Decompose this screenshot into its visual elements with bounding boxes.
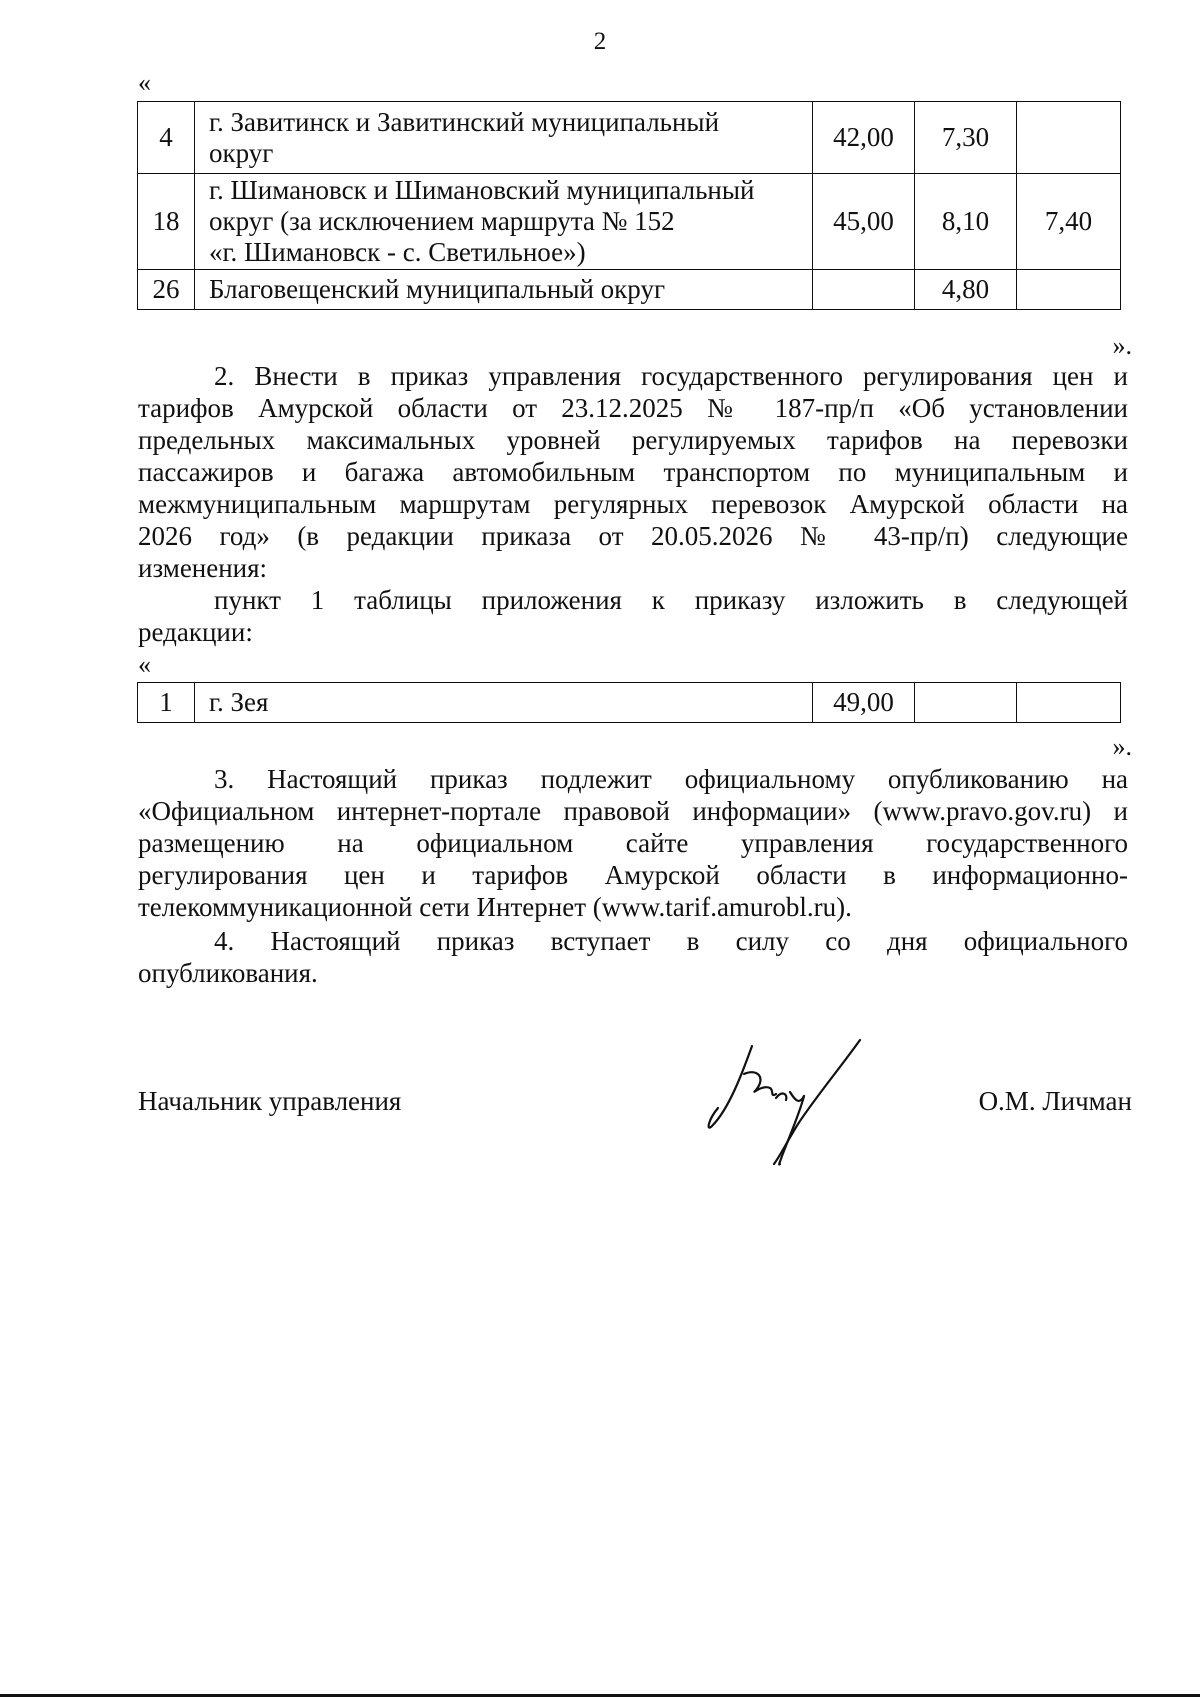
row-number-cell: 4 bbox=[138, 102, 195, 174]
paragraph-4-line: опубликования. bbox=[138, 958, 318, 988]
tariff-value-cell: 7,40 bbox=[1017, 174, 1121, 270]
tariff-value-cell bbox=[813, 270, 915, 310]
territory-name-line: округ (за исключением маршрута № 152 bbox=[209, 206, 675, 236]
territory-name-line: Благовещенский муниципальный округ bbox=[209, 274, 666, 304]
subitem-line: редакции: bbox=[138, 617, 253, 647]
tariff-table-2 bbox=[137, 682, 1121, 723]
territory-name-cell bbox=[195, 683, 813, 723]
signer-name: О.М. Личман bbox=[978, 1086, 1132, 1116]
table-row bbox=[138, 270, 1121, 310]
paragraph-2-line: пассажиров и багажа автомобильным транспортом по муниципальным и bbox=[138, 457, 1128, 487]
tariff-value-cell: 45,00 bbox=[813, 174, 915, 270]
tariff-value-cell bbox=[1017, 102, 1121, 174]
paragraph-4 bbox=[138, 925, 1128, 989]
paragraph-3-line: телекоммуникационной сети Интернет (www.tarif.amurobl.ru). bbox=[138, 892, 852, 922]
territory-name-line: г. Завитинск и Завитинский муниципальный bbox=[209, 106, 720, 137]
territory-name-line: г. Шимановск и Шимановский муниципальный bbox=[209, 175, 755, 205]
tariff-value-cell bbox=[915, 683, 1017, 723]
paragraph-2 bbox=[138, 360, 1128, 584]
row-number-cell: 1 bbox=[138, 683, 195, 723]
territory-name-line: округ bbox=[209, 137, 274, 168]
subitem-paragraph bbox=[138, 584, 1128, 648]
tariff-table-1 bbox=[137, 101, 1121, 310]
paragraph-2-line: 2. Внести в приказ управления государственного регулирования цен и bbox=[214, 361, 1128, 391]
table2-quote-close: ». bbox=[1112, 732, 1132, 761]
page-number: 2 bbox=[593, 28, 607, 55]
tariff-value-cell: 7,30 bbox=[915, 102, 1017, 174]
table2-quote-open: « bbox=[138, 650, 151, 679]
paragraph-3-line: размещению на официальном сайте управления государственного bbox=[138, 828, 1128, 858]
table1-quote-close: ». bbox=[1112, 331, 1132, 360]
signer-title: Начальник управления bbox=[138, 1086, 402, 1116]
paragraph-2-line: изменения: bbox=[138, 553, 268, 583]
territory-name-cell bbox=[195, 174, 813, 270]
handwritten-signature-icon bbox=[700, 1038, 900, 1168]
paragraph-2-line: межмуниципальным маршрутам регулярных перевозок Амурской области на bbox=[138, 489, 1128, 519]
subitem-line: пункт 1 таблицы приложения к приказу изложить в следующей bbox=[214, 585, 1128, 615]
row-number-cell: 26 bbox=[138, 270, 195, 310]
territory-name-cell bbox=[195, 102, 813, 174]
tariff-value-cell bbox=[1017, 683, 1121, 723]
table-row bbox=[138, 174, 1121, 270]
territory-name-cell bbox=[195, 270, 813, 310]
scan-bottom-edge bbox=[0, 1694, 1200, 1697]
territory-name-line: «г. Шимановск - с. Светильное») bbox=[209, 237, 586, 267]
table1-quote-open: « bbox=[138, 68, 151, 97]
paragraph-3-line: 3. Настоящий приказ подлежит официальному опубликованию на bbox=[214, 764, 1128, 794]
tariff-value-cell: 42,00 bbox=[813, 102, 915, 174]
paragraph-2-line: тарифов Амурской области от 23.12.2025 № 187-пр/п «Об установлении bbox=[138, 393, 1128, 423]
tariff-value-cell bbox=[1017, 270, 1121, 310]
tariff-value-cell: 4,80 bbox=[915, 270, 1017, 310]
paragraph-3-line: «Официальном интернет-портале правовой информации» (www.pravo.gov.ru) и bbox=[138, 796, 1128, 826]
paragraph-3-line: регулирования цен и тарифов Амурской области в информационно- bbox=[138, 860, 1128, 890]
tariff-value-cell: 8,10 bbox=[915, 174, 1017, 270]
paragraph-2-line: предельных максимальных уровней регулируемых тарифов на перевозки bbox=[138, 425, 1128, 455]
paragraph-4-line: 4. Настоящий приказ вступает в силу со дня официального bbox=[214, 926, 1128, 956]
row-number-cell: 18 bbox=[138, 174, 195, 270]
table-row bbox=[138, 102, 1121, 174]
paragraph-3 bbox=[138, 763, 1128, 923]
territory-name-line: г. Зея bbox=[209, 687, 269, 717]
paragraph-2-line: 2026 год» (в редакции приказа от 20.05.2026 № 43-пр/п) следующие bbox=[138, 521, 1128, 551]
table-row bbox=[138, 683, 1121, 723]
tariff-value-cell: 49,00 bbox=[813, 683, 915, 723]
